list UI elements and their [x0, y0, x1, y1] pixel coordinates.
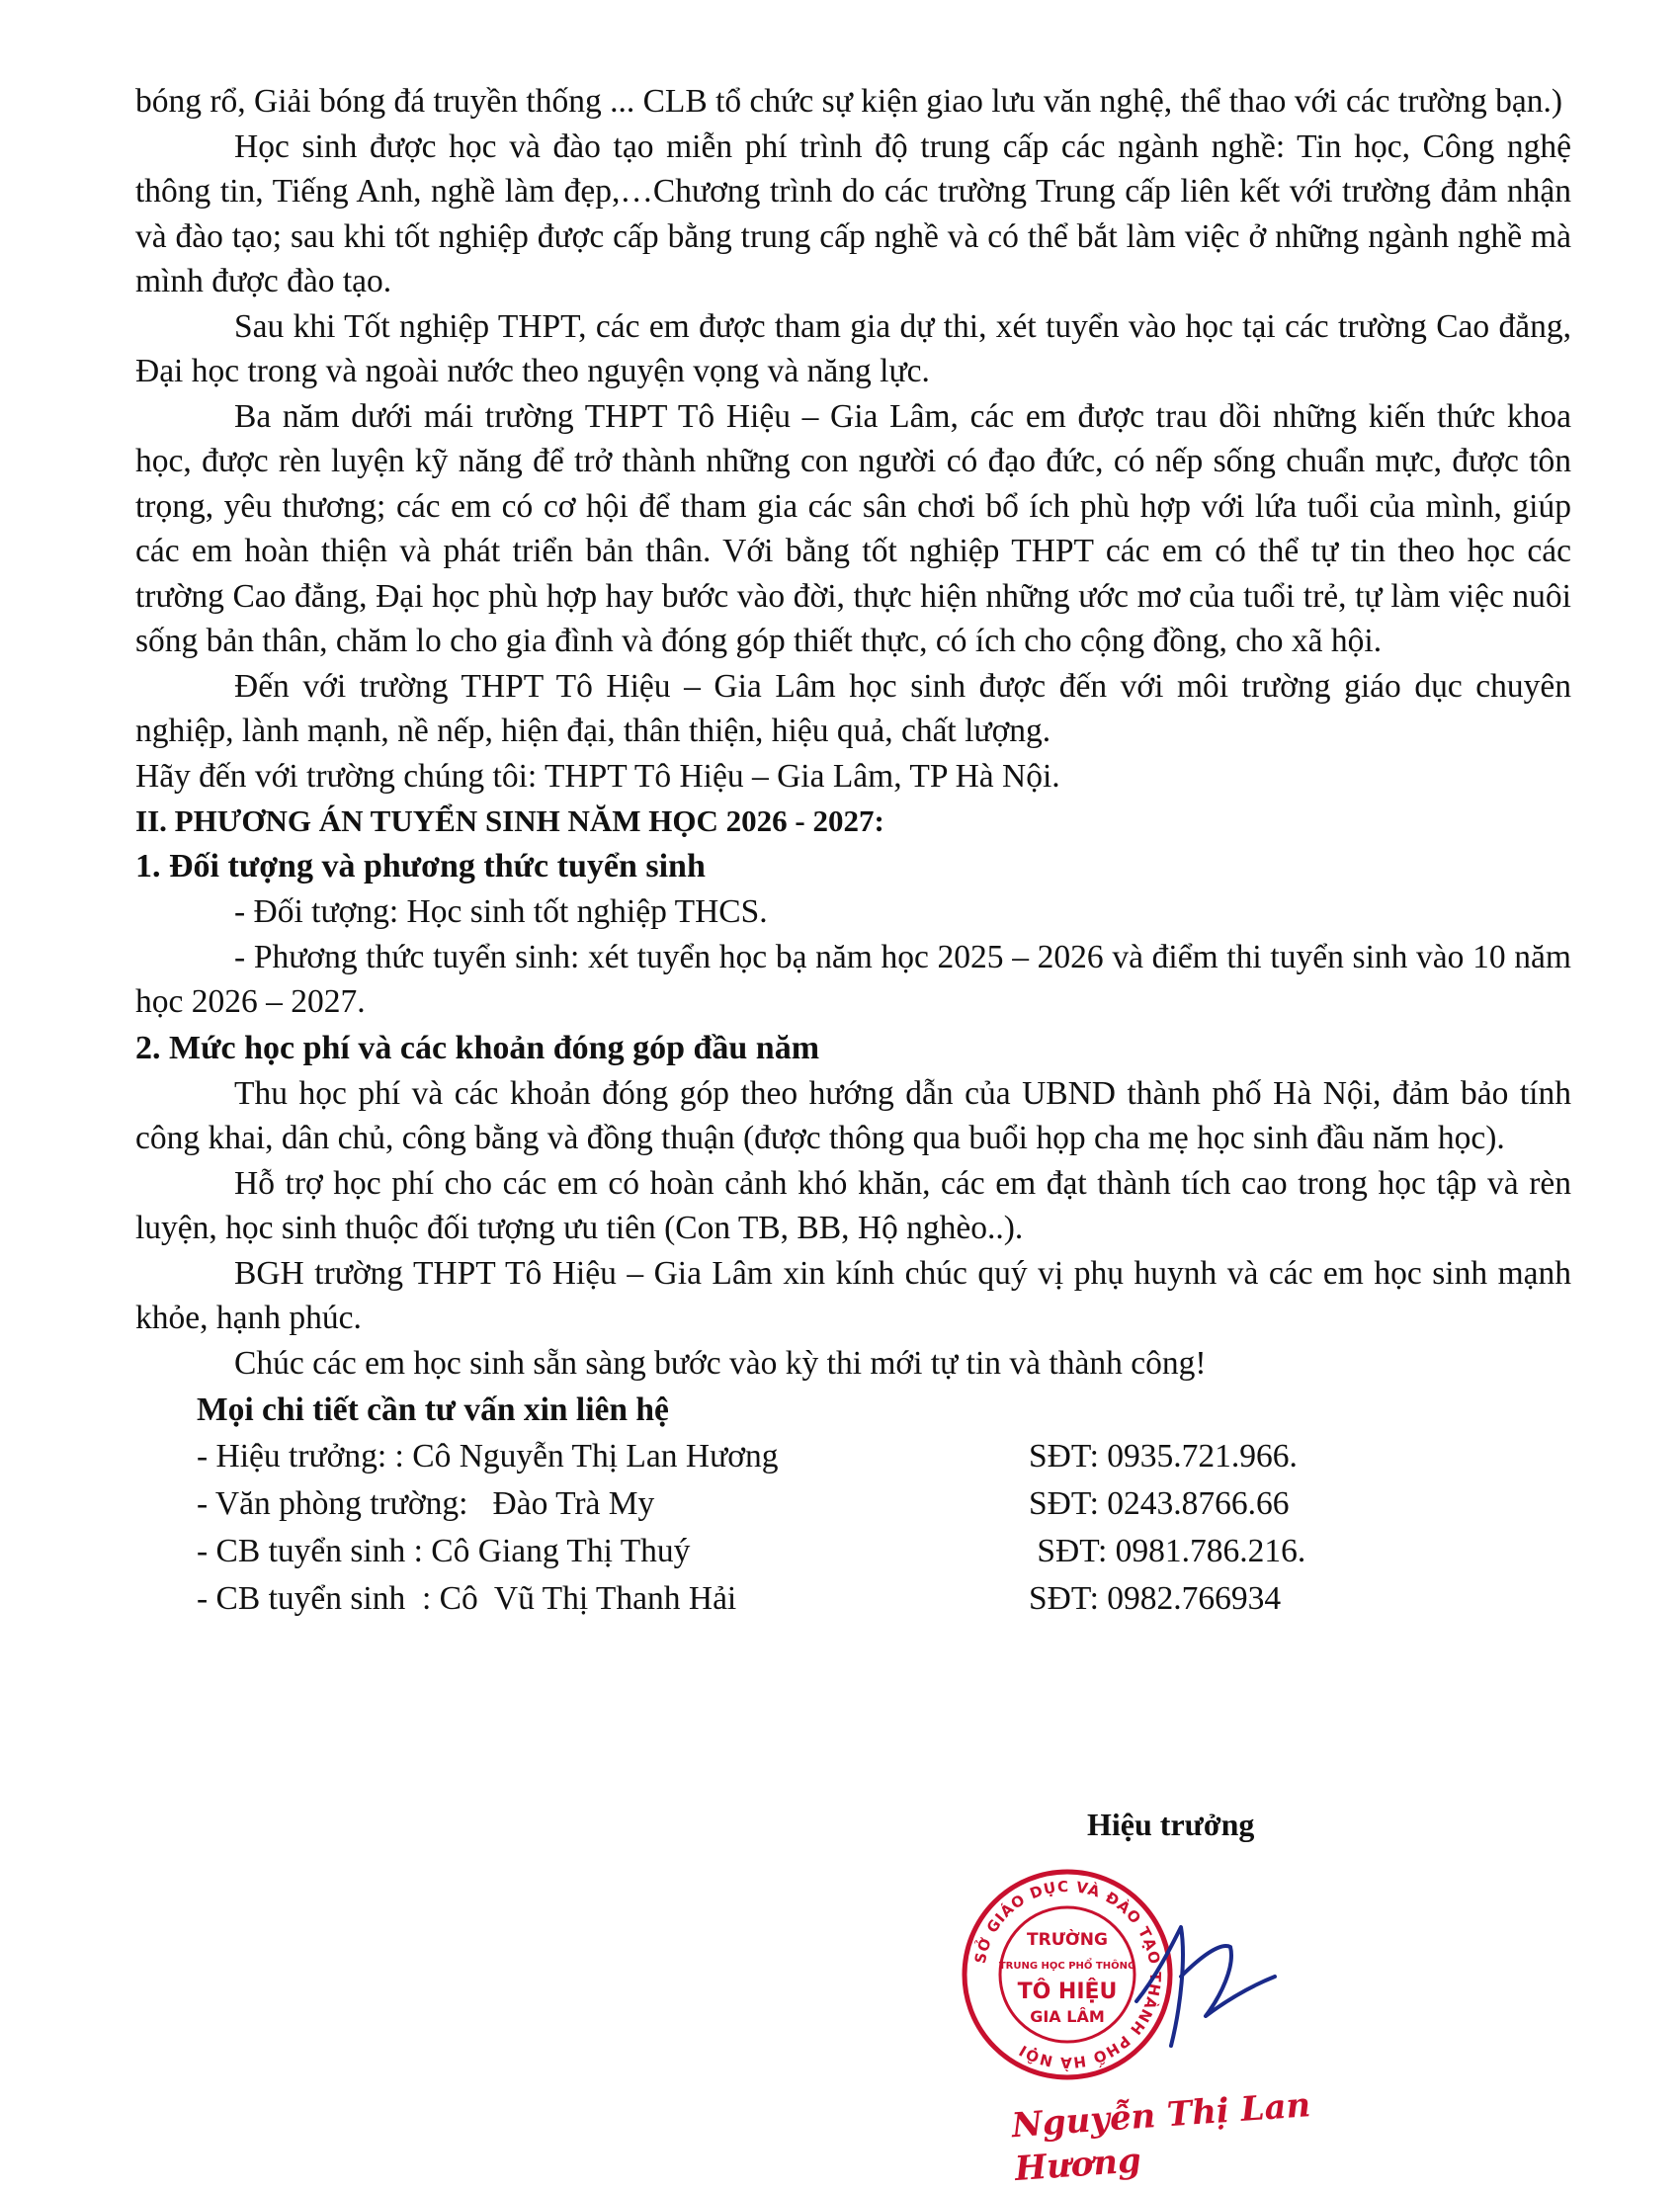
school-seal — [959, 1866, 1176, 2083]
paragraph-vocational: Học sinh được học và đào tạo miễn phí trình độ trung cấp các ngành nghề: Tin học, Công nghệ thông tin, Tiếng Anh, nghề làm đẹp,…Chương trình do các trường Trung cấp liên kết với trường đảm nhận và đào tạo; sau khi tốt nghiệp được cấp bằng trung cấp nghề và có thể bắt làm việc ở những ngành nghề mà mình được đào tạo. — [135, 127, 1571, 299]
signature-name: Nguyễn Thị Lan Hương — [1010, 2085, 1312, 2190]
seal-line-2: TRUNG HỌC PHỔ THÔNG — [998, 1961, 1136, 1972]
contacts-title: Mọi chi tiết cần tư vấn xin liên hệ — [197, 1391, 669, 1428]
handwritten-signature — [1127, 1907, 1285, 2056]
contact-name: - Văn phòng trường: Đào Trà My — [197, 1484, 655, 1522]
contact-phone: SĐT: 0981.786.216. — [1029, 1532, 1306, 1569]
svg-text:SỞ GIÁO DỤC VÀ ĐÀO TẠO THÀNH P — [971, 1878, 1164, 2072]
support-paragraph: Hỗ trợ học phí cho các em có hoàn cảnh khó khăn, các em đạt thành tích cao trong học tập và rèn luyện, học sinh thuộc đối tượng ưu tiên (Con TB, BB, Hộ nghèo..). — [135, 1164, 1571, 1246]
document-page — [135, 79, 1571, 1623]
seal-line-3: TÔ HIỆU — [1017, 1980, 1118, 2004]
section-heading: II. PHƯƠNG ÁN TUYỂN SINH NĂM HỌC 2026 - 2027: — [135, 803, 884, 838]
paragraph-environment: Đến với trường THPT Tô Hiệu – Gia Lâm học sinh được đến với môi trường giáo dục chuyên nghiệp, lành mạnh, nề nếp, hiện đại, thân thiện, hiệu quả, chất lượng. — [135, 667, 1571, 749]
contact-row — [135, 1433, 1571, 1480]
principal-title: Hiệu trưởng — [1087, 1807, 1255, 1842]
paragraph-sports: bóng rổ, Giải bóng đá truyền thống ... CLB tổ chức sự kiện giao lưu văn nghệ, thể thao với các trường bạn.) — [135, 83, 1563, 120]
paragraph-invite: Hãy đến với trường chúng tôi: THPT Tô Hiệu – Gia Lâm, TP Hà Nội. — [135, 757, 1060, 795]
admission-target: - Đối tượng: Học sinh tốt nghiệp THCS. — [234, 893, 768, 930]
contact-row — [135, 1575, 1571, 1623]
subsection-2-heading: 2. Mức học phí và các khoản đóng góp đầu năm — [135, 1029, 820, 1066]
contact-phone: SĐT: 0243.8766.66 — [1029, 1484, 1290, 1522]
paragraph-after-graduation: Sau khi Tốt nghiệp THPT, các em được tham gia dự thi, xét tuyển vào học tại các trường Cao đẳng, Đại học trong và ngoài nước theo nguyện vọng và năng lực. — [135, 307, 1571, 389]
contact-phone: SĐT: 0935.721.966. — [1029, 1437, 1298, 1475]
contact-row — [135, 1480, 1571, 1528]
contact-row — [135, 1528, 1571, 1575]
seal-outer-text: SỞ GIÁO DỤC VÀ ĐÀO TẠO THÀNH PHỐ HÀ NỘI — [970, 1877, 1165, 2072]
admission-method: - Phương thức tuyển sinh: xét tuyển học bạ năm học 2025 – 2026 và điểm thi tuyển sinh vào 10 năm học 2026 – 2027. — [135, 938, 1571, 1020]
contact-name: - CB tuyển sinh : Cô Vũ Thị Thanh Hải — [197, 1579, 737, 1617]
contact-phone: SĐT: 0982.766934 — [1029, 1579, 1282, 1617]
fees-paragraph: Thu học phí và các khoản đóng góp theo hướng dẫn của UBND thành phố Hà Nội, đảm bảo tính công khai, dân chủ, công bằng và đồng thuận (được thông qua buổi họp cha mẹ học sinh đầu năm học). — [135, 1074, 1571, 1156]
contact-name: - Hiệu trưởng: : Cô Nguyễn Thị Lan Hương — [197, 1437, 779, 1475]
seal-line-4: GIA LÂM — [1030, 2007, 1105, 2026]
wish-paragraph: BGH trường THPT Tô Hiệu – Gia Lâm xin kính chúc quý vị phụ huynh và các em học sinh mạnh khỏe, hạnh phúc. — [135, 1254, 1571, 1336]
seal-line-1: TRƯỜNG — [1027, 1930, 1108, 1950]
subsection-1-heading: 1. Đối tượng và phương thức tuyển sinh — [135, 848, 706, 885]
paragraph-three-years: Ba năm dưới mái trường THPT Tô Hiệu – Gia Lâm, các em được trau dồi những kiến thức khoa học, được rèn luyện kỹ năng để trở thành những con người có đạo đức, có nếp sống chuẩn mực, được tôn trọng, yêu thương; các em có cơ hội để tham gia các sân chơi bổ ích phù hợp với lứa tuổi của mình, giúp các em hoàn thiện và phát triển bản thân. Với bằng tốt nghiệp THPT các em có thể tự tin theo học các trường Cao đẳng, Đại học phù hợp hay bước vào đời, thực hiện những ước mơ của tuổi trẻ, tự làm việc nuôi sống bản thân, chăm lo cho gia đình và đóng góp thiết thực, có ích cho cộng đồng, cho xã hội. — [135, 397, 1571, 659]
good-luck-paragraph: Chúc các em học sinh sẵn sàng bước vào kỳ thi mới tự tin và thành công! — [234, 1344, 1207, 1382]
contact-name: - CB tuyển sinh : Cô Giang Thị Thuý — [197, 1532, 691, 1569]
